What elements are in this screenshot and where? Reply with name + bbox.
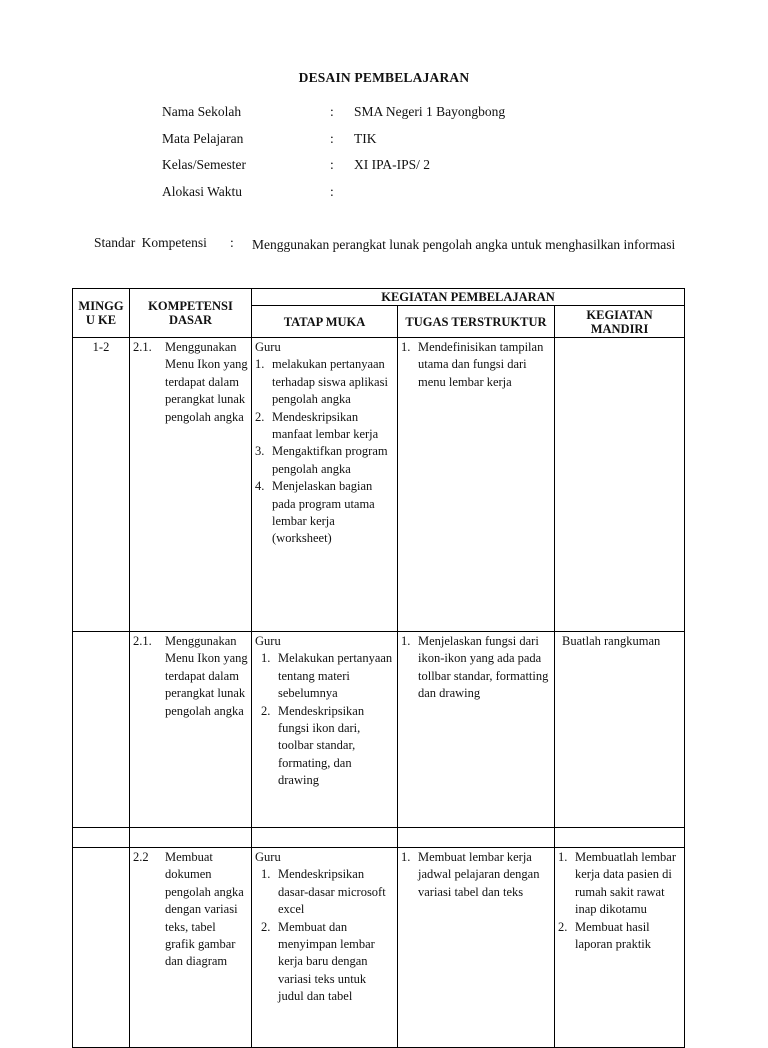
cell-empty [555, 828, 685, 848]
kd-text: Menggunakan Menu Ikon yang terdapat dalam perangkat lunak pengolah angka [165, 634, 248, 718]
cell-tugas [398, 632, 555, 828]
header-mandiri: KEGIATAN MANDIRI [555, 306, 685, 338]
list-item: 1. Membuat lembar kerja jadwal pelajaran dengan variasi tabel dan teks [401, 850, 540, 899]
info-label: Mata Pelajaran [162, 130, 244, 146]
info-colon: : [330, 183, 334, 199]
header-tatap-muka: TATAP MUKA [252, 306, 398, 338]
cell-minggu: 1-2 [73, 338, 130, 632]
kd-text: Menggunakan Menu Ikon yang terdapat dalam perangkat lunak pengolah angka [165, 340, 248, 424]
list-item: 1. Menjelaskan fungsi dari ikon-ikon yang ada pada tollbar standar, formatting dan drawing [401, 634, 549, 701]
cell-tatap-muka [252, 632, 398, 828]
header-kegiatan: KEGIATAN PEMBELAJARAN [252, 289, 685, 306]
cell-empty [398, 828, 555, 848]
info-value: XI IPA-IPS/ 2 [354, 157, 431, 172]
header-minggu: MINGG U KE [73, 289, 130, 338]
list-item: 1. Membuatlah lembar kerja data pasien di rumah sakit rawat inap dikotamu [558, 850, 677, 917]
cell-empty [130, 828, 252, 848]
learning-design-table [72, 288, 685, 1048]
cell-empty [252, 828, 398, 848]
cell-kompetensi [130, 848, 252, 1048]
cell-mandiri [555, 848, 685, 1048]
cell-tatap-muka [252, 338, 398, 632]
cell-tugas [398, 338, 555, 632]
list-item: 1. Melakukan pertanyaan tentang materi sebelumnya [261, 651, 393, 701]
document-title: DESAIN PEMBELAJARAN [298, 70, 470, 85]
tm-head: Guru [255, 634, 281, 648]
table-row [73, 632, 685, 828]
list-item: 2. Membuat hasil laporan praktik [558, 919, 652, 952]
standar-label: Standar Kompetensi [94, 235, 207, 250]
tm-head: Guru [255, 340, 281, 354]
list-item: 2. Membuat dan menyimpan lembar kerja baru dengan variasi teks untuk judul dan tabel [261, 919, 375, 1004]
info-value: TIK [354, 130, 377, 146]
cell-mandiri [555, 632, 685, 828]
standar-text: Menggunakan perangkat lunak pengolah angka untuk menghasilkan informasi [252, 237, 676, 252]
info-label: Alokasi Waktu [162, 183, 243, 199]
list-item: 1. Mendefinisikan tampilan utama dan fungsi dari menu lembar kerja [401, 340, 544, 389]
cell-minggu [73, 848, 130, 1048]
info-label: Nama Sekolah [162, 104, 242, 119]
info-colon: : [330, 157, 334, 172]
cell-kompetensi [130, 632, 252, 828]
list-item: 2. Mendeskripsikan manfaat lembar kerja [255, 409, 379, 442]
list-item: 4. Menjelaskan bagian pada program utama lembar kerja (worksheet) [255, 479, 375, 546]
header-tugas: TUGAS TERSTRUKTUR [398, 306, 555, 338]
info-colon: : [330, 104, 334, 119]
mandiri-text: Buatlah rangkuman [562, 634, 661, 648]
kd-text: Membuat dokumen pengolah angka dengan variasi teks, tabel grafik gambar dan diagram [165, 850, 244, 969]
info-label: Kelas/Semester [162, 157, 246, 172]
standar-colon: : [230, 235, 234, 250]
table-row [73, 338, 685, 632]
info-colon: : [330, 130, 334, 146]
kd-number: 2.1. [133, 340, 152, 354]
cell-tatap-muka [252, 848, 398, 1048]
info-value: SMA Negeri 1 Bayongbong [354, 104, 506, 119]
table-header-row [73, 289, 685, 306]
cell-tugas [398, 848, 555, 1048]
cell-minggu [73, 632, 130, 828]
cell-kompetensi [130, 338, 252, 632]
list-item: 2. Mendeskripsikan fungsi ikon dari, toolbar standar, formating, dan drawing [261, 703, 365, 788]
list-item: 1. Mendeskripsikan dasar-dasar microsoft excel [261, 867, 386, 917]
kd-number: 2.1. [133, 634, 152, 648]
cell-mandiri [555, 338, 685, 632]
kd-number: 2.2 [133, 850, 149, 864]
list-item: 1. melakukan pertanyaan terhadap siswa aplikasi pengolah angka [255, 357, 388, 407]
tm-head: Guru [255, 850, 281, 864]
table-row [73, 848, 685, 1048]
cell-empty [73, 828, 130, 848]
header-kompetensi: KOMPETENSI DASAR [130, 289, 252, 338]
table-row-empty [73, 828, 685, 848]
list-item: 3. Mengaktifkan program pengolah angka [255, 444, 388, 476]
